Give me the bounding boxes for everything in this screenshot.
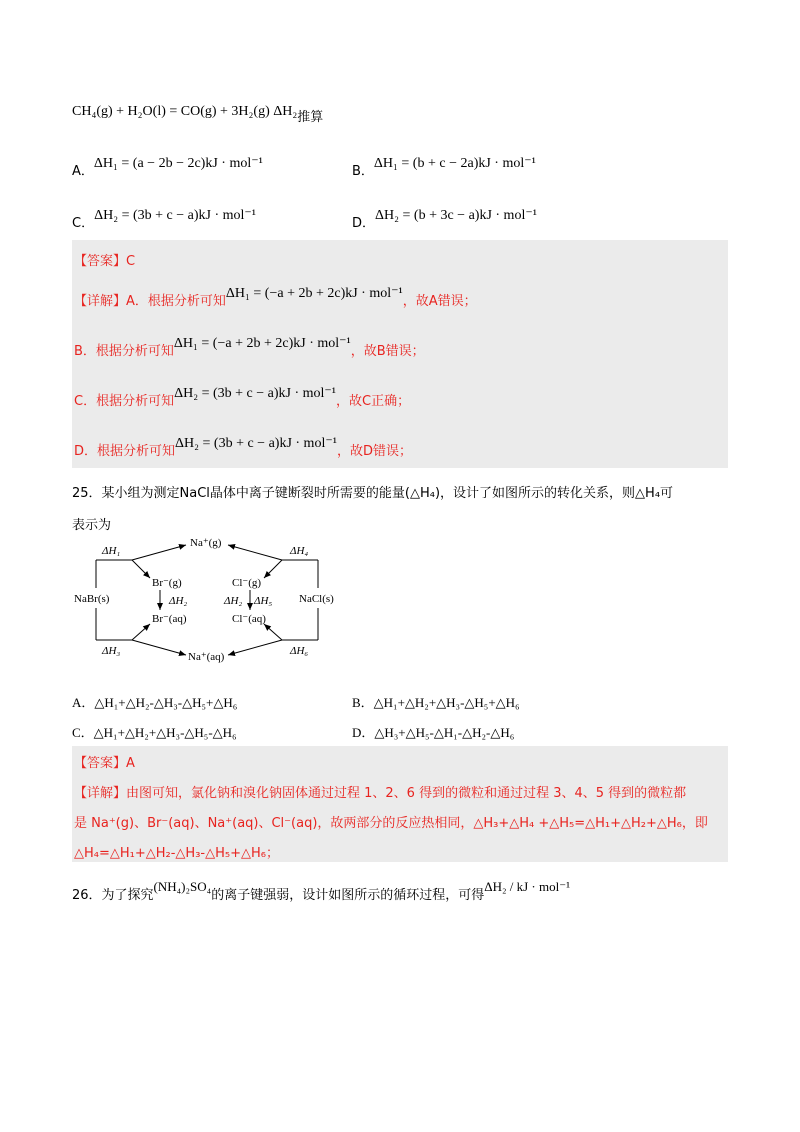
arrow-dh3-br — [132, 624, 150, 640]
label-dh4: ΔH₄ — [290, 545, 309, 557]
label-br-aq: Br⁻(aq) — [152, 613, 187, 625]
label-dh5: ΔH₅ — [254, 595, 273, 607]
q25-option-d: D．△H₃+△H₅-△H₁-△H₂-△H₆ — [352, 725, 515, 740]
q24-option-a: A．ΔH₁ = (a − 2b − 2c)kJ · mol⁻¹ — [72, 156, 263, 179]
arrow-dh6-na — [228, 640, 282, 655]
label-dh2b: ΔH₂ — [224, 595, 243, 607]
q24-equation: CH₄(g) + H₂O(l) = CO(g) + 3H₂(g) ΔH₂ — [72, 104, 298, 119]
label-dh1: ΔH₁ — [102, 545, 121, 557]
q24-option-b: B．ΔH₁ = (b + c − 2a)kJ · mol⁻¹ — [352, 156, 536, 179]
q24-option-c: C．ΔH₂ = (3b + c − a)kJ · mol⁻¹ — [72, 208, 256, 231]
q25-stem-line1: 25．某小组为测定NaCl晶体中离子键断裂时所需要的能量(△H₄)，设计了如图所示的转化关系，则△H₄可 — [72, 486, 674, 501]
q24-detail-a: 【详解】A．根据分析可知ΔH₁ = (−a + 2b + 2c)kJ · mol⁻¹，故A错误； — [74, 286, 477, 309]
q26-stem: 26．为了探究(NH₄)₂SO₄的离子键强弱，设计如图所示的循环过程，可得ΔH₂ / kJ · mol⁻¹ — [72, 879, 570, 903]
q25-detail-line2: 是 Na⁺(g)、Br⁻(aq)、Na⁺(aq)、Cl⁻(aq)，故两部分的反应热相同，△H₃+△H₄ +△H₅=△H₁+△H₂+△H₆，即 — [74, 816, 708, 831]
label-na-aq: Na⁺(aq) — [188, 651, 225, 663]
label-na-g: Na⁺(g) — [190, 537, 222, 549]
q25-detail-line3: △H₄=△H₁+△H₂-△H₃-△H₅+△H₆； — [74, 846, 279, 861]
arrow-dh1-br — [132, 560, 150, 578]
q25-option-b: B．△H₁+△H₂+△H₃-△H₅+△H₆ — [352, 695, 520, 710]
q25-answer: 【答案】A — [74, 756, 135, 771]
q24-detail-b: B．根据分析可知ΔH₁ = (−a + 2b + 2c)kJ · mol⁻¹，故B错误； — [74, 336, 425, 359]
q24-detail-c: C．根据分析可知ΔH₂ = (3b + c − a)kJ · mol⁻¹，故C正确； — [74, 386, 411, 409]
label-dh2: ΔH₂ — [169, 595, 188, 607]
q25-detail-line1: 【详解】由图可知，氯化钠和溴化钠固体通过过程 1、2、6 得到的微粒和通过过程 3、4、5 得到的微粒都 — [74, 786, 687, 801]
arrow-dh4-cl — [264, 560, 282, 578]
label-nacl-s: NaCl(s) — [299, 593, 334, 605]
q25-energy-cycle-diagram — [72, 530, 372, 665]
label-nabr-s: NaBr(s) — [74, 593, 110, 605]
arrow-dh3-na — [132, 640, 186, 655]
q24-detail-d: D．根据分析可知ΔH₂ = (3b + c − a)kJ · mol⁻¹，故D错误； — [74, 436, 412, 459]
arrow-dh1-na — [132, 545, 186, 560]
q24-answer: 【答案】C — [74, 254, 136, 269]
q25-option-a: A．△H₁+△H₂-△H₃-△H₅+△H₆ — [72, 695, 238, 710]
q25-option-c: C．△H₁+△H₂+△H₃-△H₅-△H₆ — [72, 725, 237, 740]
label-cl-g: Cl⁻(g) — [232, 577, 262, 589]
label-dh6: ΔH₆ — [290, 645, 309, 657]
q24-equation-line — [72, 100, 324, 125]
label-br-g: Br⁻(g) — [152, 577, 182, 589]
q24-equation-tail: 推算 — [297, 110, 324, 125]
arrow-dh6-cl — [264, 624, 282, 640]
q25-stem-line2: 表示为 — [72, 518, 112, 533]
q24-option-d: D．ΔH₂ = (b + 3c − a)kJ · mol⁻¹ — [352, 208, 537, 231]
arrow-dh4-na — [228, 545, 282, 560]
label-cl-aq: Cl⁻(aq) — [232, 613, 266, 625]
label-dh3: ΔH₃ — [102, 645, 121, 657]
